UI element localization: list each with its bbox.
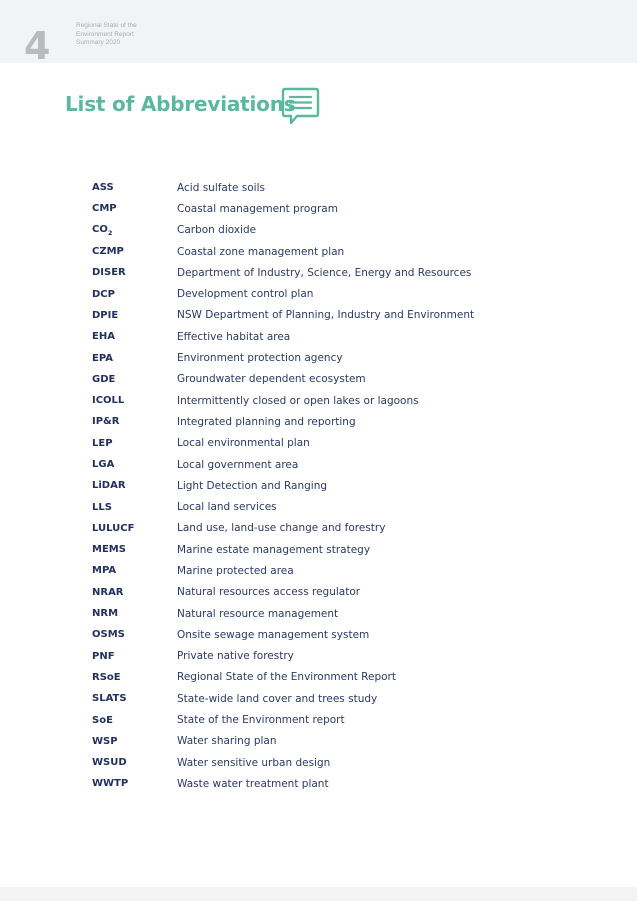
abbreviation-definition: Water sharing plan (177, 735, 277, 748)
abbreviation-term-text: WWTP (92, 778, 129, 790)
abbreviation-row (92, 624, 562, 645)
abbreviation-row (92, 220, 562, 241)
abbreviation-term-text: DPIE (92, 309, 119, 321)
abbreviation-definition: Coastal zone management plan (177, 245, 345, 258)
abbreviation-term-text: CO (92, 223, 108, 235)
report-name (76, 22, 186, 48)
abbreviation-row (92, 283, 562, 304)
abbreviation-term-text: PNF (92, 650, 115, 662)
abbreviation-row (92, 752, 562, 773)
abbreviation-term-text: WSUD (92, 757, 127, 769)
abbreviation-term (92, 416, 177, 427)
abbreviation-term-text: ICOLL (92, 395, 125, 407)
abbreviation-row (92, 305, 562, 326)
abbreviation-term (92, 374, 177, 385)
abbreviation-row (92, 347, 562, 368)
abbreviation-term-text: LULUCF (92, 522, 135, 534)
abbreviation-term-text: ASS (92, 182, 114, 194)
abbreviation-definition: Regional State of the Environment Report (177, 671, 396, 684)
abbreviation-row (92, 411, 562, 432)
page-header (0, 0, 637, 68)
abbreviation-row (92, 177, 562, 198)
abbreviation-row (92, 326, 562, 347)
abbreviation-term-text: RSoE (92, 671, 121, 683)
abbreviation-term-text: LEP (92, 437, 113, 449)
footer-strip (0, 887, 637, 901)
abbreviation-definition: Onsite sewage management system (177, 628, 370, 641)
abbreviation-term-text: EHA (92, 331, 115, 343)
abbreviation-definition: Environment protection agency (177, 352, 343, 365)
abbreviation-term-text: DISER (92, 267, 126, 279)
abbreviation-row (92, 539, 562, 560)
abbreviation-term (92, 353, 177, 364)
abbreviation-term-text: SLATS (92, 693, 127, 705)
abbreviation-term (92, 565, 177, 576)
abbreviation-definition: Intermittently closed or open lakes or lagoons (177, 394, 419, 407)
abbreviation-term (92, 246, 177, 257)
abbreviation-definition: Private native forestry (177, 650, 294, 663)
abbreviation-row (92, 198, 562, 219)
abbreviation-row (92, 369, 562, 390)
abbreviation-row (92, 709, 562, 730)
report-name-line: Regional State of the (76, 22, 137, 29)
chat-bubble-icon (281, 86, 321, 126)
abbreviation-term (92, 203, 177, 214)
abbreviation-term (92, 438, 177, 449)
abbreviation-term (92, 693, 177, 704)
abbreviation-term-text: MEMS (92, 544, 126, 556)
abbreviation-definition: Marine estate management strategy (177, 543, 371, 556)
abbreviation-row (92, 454, 562, 475)
abbreviation-term (92, 544, 177, 555)
abbreviation-row (92, 390, 562, 411)
abbreviation-definition: Integrated planning and reporting (177, 415, 356, 428)
abbreviation-term (92, 289, 177, 300)
abbreviation-definition: Development control plan (177, 288, 314, 301)
abbreviation-row (92, 646, 562, 667)
abbreviation-term (92, 459, 177, 470)
abbreviation-term (92, 267, 177, 278)
abbreviation-row (92, 241, 562, 262)
abbreviation-term (92, 331, 177, 342)
abbreviation-term (92, 502, 177, 513)
abbreviation-definition: Coastal management program (177, 202, 338, 215)
abbreviation-term-text: NRM (92, 608, 119, 620)
abbreviation-term-text: WSP (92, 735, 118, 747)
abbreviation-term (92, 523, 177, 534)
abbreviation-definition: Marine protected area (177, 564, 294, 577)
abbreviation-term-text: NRAR (92, 586, 124, 598)
abbreviation-row (92, 262, 562, 283)
abbreviation-term-text: EPA (92, 352, 113, 364)
abbreviation-row (92, 773, 562, 794)
report-name-line: Summary 2020 (76, 39, 121, 46)
abbreviation-list (92, 177, 562, 795)
abbreviation-term (92, 757, 177, 768)
abbreviation-definition: Natural resources access regulator (177, 586, 361, 599)
abbreviation-definition: Local government area (177, 458, 299, 471)
abbreviation-term-text: CZMP (92, 246, 124, 258)
abbreviation-definition: Water sensitive urban design (177, 756, 331, 769)
abbreviation-term-text: LLS (92, 501, 112, 513)
abbreviation-term (92, 395, 177, 406)
abbreviation-term-text: CMP (92, 203, 117, 215)
abbreviation-row (92, 731, 562, 752)
abbreviation-term (92, 651, 177, 662)
abbreviation-term (92, 224, 177, 237)
abbreviation-row (92, 496, 562, 517)
abbreviation-term-text: MPA (92, 565, 117, 577)
abbreviation-term-text: LGA (92, 459, 115, 470)
abbreviation-definition: Department of Industry, Science, Energy and Resources (177, 266, 472, 279)
abbreviation-definition: Local land services (177, 501, 277, 514)
page-title: List of Abbreviations (65, 92, 296, 116)
abbreviation-row (92, 667, 562, 688)
abbreviation-row (92, 582, 562, 603)
page-number: 4 (24, 24, 51, 68)
abbreviation-row (92, 688, 562, 709)
abbreviation-row (92, 518, 562, 539)
abbreviation-row (92, 560, 562, 581)
abbreviation-term-text: GDE (92, 373, 116, 385)
abbreviation-definition: Groundwater dependent ecosystem (177, 373, 366, 386)
abbreviation-term-text: SoE (92, 714, 113, 726)
abbreviation-row (92, 475, 562, 496)
abbreviation-term-text: DCP (92, 288, 115, 300)
abbreviation-definition: Waste water treatment plant (177, 777, 329, 790)
abbreviation-term (92, 608, 177, 619)
abbreviation-term (92, 587, 177, 598)
abbreviation-term-text: IP&R (92, 416, 120, 428)
abbreviation-term (92, 629, 177, 640)
abbreviation-term-text: OSMS (92, 629, 125, 641)
abbreviation-term (92, 672, 177, 683)
abbreviation-definition: State-wide land cover and trees study (177, 692, 378, 705)
abbreviation-term (92, 182, 177, 193)
abbreviation-definition: Natural resource management (177, 607, 339, 620)
abbreviation-definition: Land use, land-use change and forestry (177, 522, 386, 535)
abbreviation-definition: State of the Environment report (177, 714, 345, 727)
abbreviation-term-text: LiDAR (92, 480, 126, 492)
abbreviation-definition: Effective habitat area (177, 330, 291, 343)
abbreviation-term (92, 310, 177, 321)
abbreviation-row (92, 603, 562, 624)
abbreviation-term (92, 736, 177, 747)
abbreviation-definition: Acid sulfate soils (177, 181, 265, 194)
abbreviation-definition: NSW Department of Planning, Industry and Environment (177, 309, 475, 322)
abbreviation-row (92, 433, 562, 454)
abbreviation-term (92, 715, 177, 726)
report-name-line: Environment Report (76, 30, 134, 38)
abbreviation-term (92, 480, 177, 491)
abbreviation-definition: Carbon dioxide (177, 224, 257, 237)
abbreviation-definition: Light Detection and Ranging (177, 479, 328, 492)
abbreviation-definition: Local environmental plan (177, 437, 310, 450)
abbreviation-term (92, 778, 177, 789)
abbreviation-subscript: 2 (107, 228, 113, 237)
